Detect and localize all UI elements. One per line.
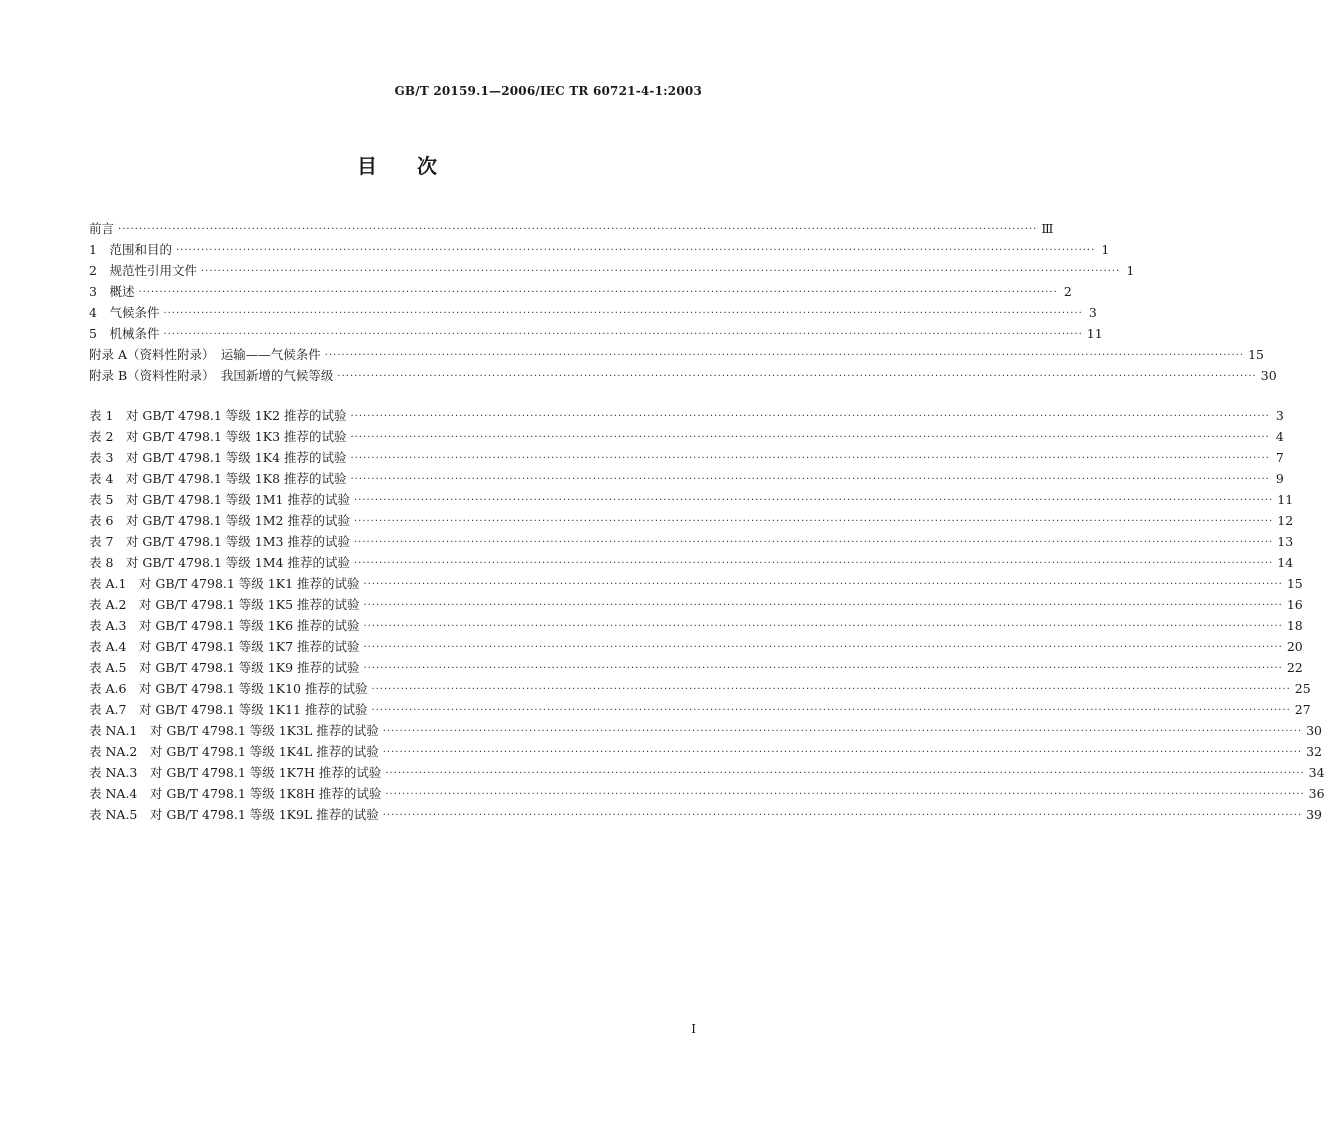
toc-sections [89, 218, 1277, 386]
toc-table-entry[interactable] [89, 573, 1303, 594]
toc-entry-page: 3 [1088, 305, 1097, 320]
dot-leader: ···························································································································································································································· [350, 474, 1270, 485]
toc-entry-page: 20 [1286, 639, 1303, 654]
toc-entry-page: 1 [1126, 263, 1135, 278]
toc-entry-page: 2 [1063, 284, 1072, 299]
toc-entry-label: 附录 B（资料性附录） 我国新增的气候等级 [89, 368, 334, 383]
dot-leader: ···························································································································································································································· [350, 453, 1270, 464]
dot-leader: ···························································································································································································································· [350, 411, 1270, 422]
toc-section-entry[interactable] [89, 239, 1110, 260]
toc-entry-label: 2 规范性引用文件 [89, 263, 197, 278]
dot-leader: ···························································································································································································································· [337, 371, 1257, 382]
toc-entry-label: 表 A.7 对 GB/T 4798.1 等级 1K11 推荐的试验 [89, 702, 368, 717]
dot-leader: ···························································································································································································································· [363, 621, 1283, 632]
toc-entry-page: 11 [1086, 326, 1103, 341]
dot-leader: ···························································································································································································································· [163, 308, 1083, 319]
toc-entry-label: 表 A.2 对 GB/T 4798.1 等级 1K5 推荐的试验 [89, 597, 360, 612]
toc-entry-label: 5 机械条件 [89, 326, 160, 341]
dot-leader: ···························································································································································································································· [350, 432, 1270, 443]
dot-leader: ···························································································································································································································· [385, 789, 1305, 800]
toc-table-entry[interactable] [89, 426, 1284, 447]
toc-entry-page: 16 [1286, 597, 1303, 612]
toc-entry-page: 22 [1286, 660, 1303, 675]
toc-table-entry[interactable] [89, 447, 1284, 468]
toc-entry-page: 30 [1306, 723, 1322, 738]
dot-leader: ···························································································································································································································· [382, 810, 1303, 821]
toc-table-entry[interactable] [89, 552, 1294, 573]
toc-entry-label: 表 NA.2 对 GB/T 4798.1 等级 1K4L 推荐的试验 [89, 744, 379, 759]
toc-entry-label: 附录 A（资料性附录） 运输——气候条件 [89, 347, 321, 362]
toc-table-entry[interactable] [89, 762, 1325, 783]
toc-entry-label: 表 A.5 对 GB/T 4798.1 等级 1K9 推荐的试验 [89, 660, 360, 675]
toc-entry-page: 36 [1308, 786, 1325, 801]
toc-entry-label: 表 6 对 GB/T 4798.1 等级 1M2 推荐的试验 [89, 513, 350, 528]
toc-entry-label: 表 2 对 GB/T 4798.1 等级 1K3 推荐的试验 [89, 429, 347, 444]
dot-leader: ···························································································································································································································· [363, 579, 1283, 590]
toc-table-entry[interactable] [89, 804, 1322, 825]
toc-entry-label: 表 NA.5 对 GB/T 4798.1 等级 1K9L 推荐的试验 [89, 807, 379, 822]
toc-table-entry[interactable] [89, 489, 1294, 510]
toc-entry-page: 1 [1101, 242, 1110, 257]
dot-leader: ···························································································································································································································· [382, 747, 1303, 758]
dot-leader: ···························································································································································································································· [353, 516, 1274, 527]
toc-entry-page: 25 [1294, 681, 1311, 696]
toc-entry-page: 13 [1277, 534, 1294, 549]
toc-entry-page: 18 [1286, 618, 1303, 633]
toc-entry-page: 32 [1306, 744, 1322, 759]
toc-entry-label: 表 1 对 GB/T 4798.1 等级 1K2 推荐的试验 [89, 408, 347, 423]
toc-entry-label: 4 气候条件 [89, 305, 160, 320]
toc-table-entry[interactable] [89, 468, 1284, 489]
toc-table-entry[interactable] [89, 657, 1303, 678]
dot-leader: ···························································································································································································································· [353, 495, 1274, 506]
toc-entry-page: 11 [1277, 492, 1294, 507]
dot-leader: ···························································································································································································································· [382, 726, 1303, 737]
toc-table-entry[interactable] [89, 594, 1303, 615]
toc-entry-page: Ⅲ [1041, 221, 1054, 236]
toc-entry-page: 3 [1275, 408, 1284, 423]
toc-tables [89, 405, 1325, 825]
dot-leader: ···························································································································································································································· [371, 684, 1291, 695]
dot-leader: ···························································································································································································································· [371, 705, 1291, 716]
toc-entry-label: 表 A.6 对 GB/T 4798.1 等级 1K10 推荐的试验 [89, 681, 368, 696]
page-title: 目 次 [357, 154, 437, 178]
toc-table-entry[interactable] [89, 783, 1325, 804]
toc-entry-label: 表 A.4 对 GB/T 4798.1 等级 1K7 推荐的试验 [89, 639, 360, 654]
toc-section-entry[interactable] [89, 260, 1135, 281]
dot-leader: ···························································································································································································································· [363, 600, 1283, 611]
dot-leader: ···························································································································································································································· [363, 663, 1283, 674]
toc-entry-label: 表 NA.1 对 GB/T 4798.1 等级 1K3L 推荐的试验 [89, 723, 379, 738]
toc-entry-page: 7 [1275, 450, 1284, 465]
toc-entry-page: 12 [1277, 513, 1294, 528]
toc-table-entry[interactable] [89, 405, 1284, 426]
toc-entry-label: 表 5 对 GB/T 4798.1 等级 1M1 推荐的试验 [89, 492, 350, 507]
toc-section-entry[interactable] [89, 323, 1103, 344]
toc-entry-label: 3 概述 [89, 284, 135, 299]
toc-entry-page: 4 [1275, 429, 1284, 444]
dot-leader: ···························································································································································································································· [200, 266, 1121, 277]
toc-entry-label: 表 A.1 对 GB/T 4798.1 等级 1K1 推荐的试验 [89, 576, 360, 591]
toc-entry-page: 27 [1294, 702, 1311, 717]
dot-leader: ···························································································································································································································· [353, 537, 1274, 548]
toc-entry-page: 15 [1248, 347, 1264, 362]
toc-table-entry[interactable] [89, 699, 1311, 720]
toc-entry-page: 9 [1275, 471, 1284, 486]
toc-section-entry[interactable] [89, 365, 1277, 386]
toc-entry-page: 34 [1308, 765, 1325, 780]
toc-entry-page: 15 [1286, 576, 1303, 591]
dot-leader: ···························································································································································································································· [363, 642, 1283, 653]
toc-entry-label: 表 4 对 GB/T 4798.1 等级 1K8 推荐的试验 [89, 471, 347, 486]
dot-leader: ···························································································································································································································· [118, 224, 1038, 235]
dot-leader: ···························································································································································································································· [353, 558, 1274, 569]
toc-table-entry[interactable] [89, 615, 1303, 636]
toc-entry-label: 表 NA.3 对 GB/T 4798.1 等级 1K7H 推荐的试验 [89, 765, 382, 780]
dot-leader: ···························································································································································································································· [324, 350, 1245, 361]
toc-table-entry[interactable] [89, 678, 1311, 699]
toc-table-entry[interactable] [89, 510, 1294, 531]
toc-entry-label: 表 A.3 对 GB/T 4798.1 等级 1K6 推荐的试验 [89, 618, 360, 633]
toc-section-entry[interactable] [89, 218, 1054, 239]
toc-entry-label: 前言 [89, 221, 115, 236]
toc-table-entry[interactable] [89, 741, 1322, 762]
toc-entry-label: 表 7 对 GB/T 4798.1 等级 1M3 推荐的试验 [89, 534, 350, 549]
dot-leader: ···························································································································································································································· [138, 287, 1058, 298]
document-code: GB/T 20159.1—2006/IEC TR 60721-4-1:2003 [394, 84, 702, 98]
toc-entry-label: 1 范围和目的 [89, 242, 172, 257]
page-number: I [691, 1022, 696, 1036]
toc-entry-label: 表 8 对 GB/T 4798.1 等级 1M4 推荐的试验 [89, 555, 350, 570]
toc-table-entry[interactable] [89, 720, 1322, 741]
toc-entry-page: 30 [1260, 368, 1277, 383]
toc-section-entry[interactable] [89, 302, 1097, 323]
toc-entry-label: 表 3 对 GB/T 4798.1 等级 1K4 推荐的试验 [89, 450, 347, 465]
toc-entry-page: 39 [1306, 807, 1322, 822]
toc-table-entry[interactable] [89, 636, 1303, 657]
toc-entry-page: 14 [1277, 555, 1294, 570]
toc-section-entry[interactable] [89, 344, 1264, 365]
toc-entry-label: 表 NA.4 对 GB/T 4798.1 等级 1K8H 推荐的试验 [89, 786, 382, 801]
dot-leader: ···························································································································································································································· [163, 329, 1083, 340]
dot-leader: ···························································································································································································································· [175, 245, 1096, 256]
toc-section-entry[interactable] [89, 281, 1072, 302]
toc-table-entry[interactable] [89, 531, 1294, 552]
dot-leader: ···························································································································································································································· [385, 768, 1305, 779]
